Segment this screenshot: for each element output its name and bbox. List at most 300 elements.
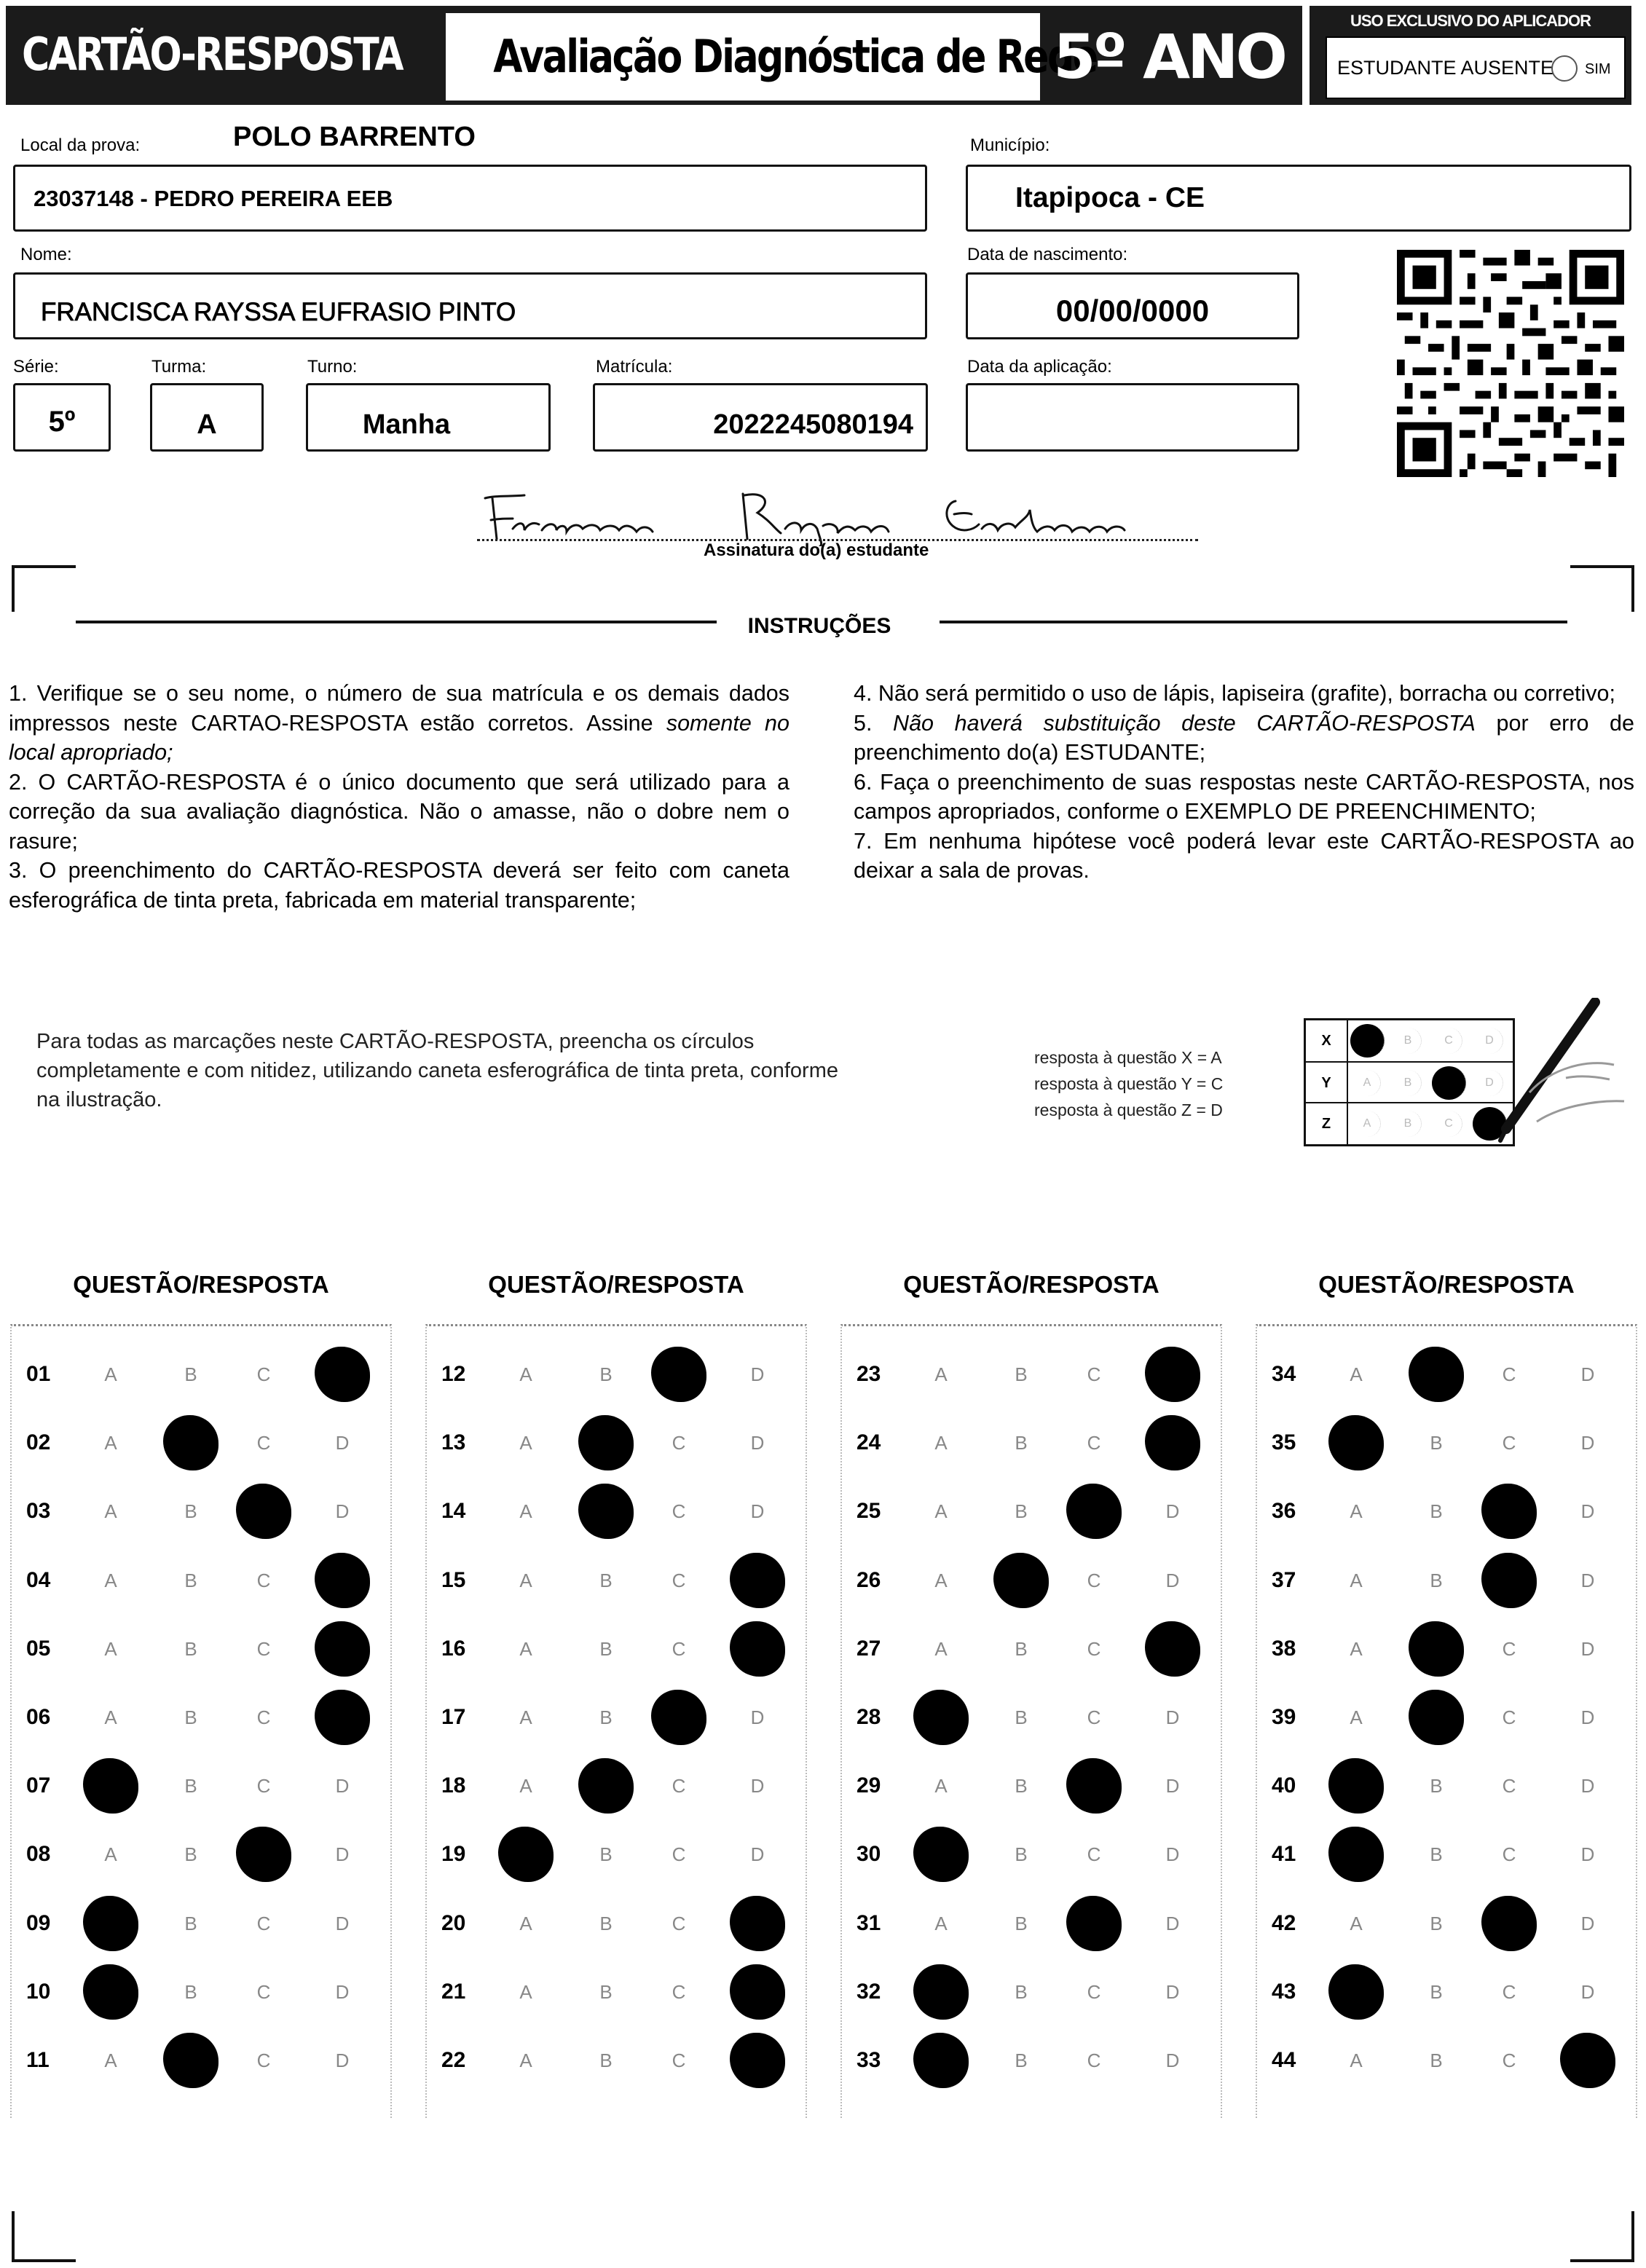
answer-bubble[interactable]: B: [1015, 1843, 1028, 1866]
answer-bubble[interactable]: C: [256, 2050, 271, 2071]
example-bubble-filled: C: [1432, 1066, 1466, 1100]
answer-row: [846, 1820, 1216, 1889]
answer-bubble-filled[interactable]: C: [1481, 1484, 1537, 1539]
local-label: Local da prova:: [20, 135, 141, 155]
answer-bubble[interactable]: D: [335, 1500, 350, 1523]
answer-bubble[interactable]: D: [1580, 1569, 1595, 1591]
municipio-value: Itapipoca - CE: [1015, 182, 1205, 213]
answer-bubble[interactable]: B: [599, 1363, 613, 1385]
instruction-5-number: 5.: [854, 710, 873, 736]
answer-bubble[interactable]: C: [1087, 1980, 1101, 2003]
legend-line-y: resposta à questão Y = C: [1034, 1074, 1224, 1093]
answer-bubble[interactable]: A: [519, 1980, 532, 2003]
answer-bubble[interactable]: B: [1430, 1980, 1443, 2003]
answer-bubble-filled[interactable]: A: [913, 2033, 969, 2088]
answer-column-heading: QUESTÃO/RESPOSTA: [73, 1271, 329, 1298]
example-row-label: Z: [1306, 1103, 1348, 1144]
answer-bubble[interactable]: D: [1165, 1569, 1180, 1591]
answer-bubble[interactable]: A: [1350, 2050, 1363, 2071]
answer-bubble[interactable]: B: [599, 1569, 613, 1591]
answer-bubble[interactable]: B: [184, 1775, 197, 1798]
answer-bubble-filled[interactable]: A: [1328, 1415, 1384, 1470]
answer-row: [1261, 1615, 1631, 1683]
answer-bubble-filled[interactable]: D: [730, 1896, 785, 1951]
answer-bubble-filled[interactable]: B: [578, 1758, 634, 1814]
matricula-value: 2022245080194: [713, 409, 913, 440]
answer-bubble-filled[interactable]: C: [651, 1347, 706, 1402]
question-number: 07: [26, 1773, 51, 1798]
answer-row: [431, 1752, 801, 1820]
answer-bubble[interactable]: D: [1580, 1500, 1595, 1523]
question-number: 18: [441, 1773, 466, 1798]
answer-bubble-filled[interactable]: A: [498, 1827, 554, 1882]
answer-bubble[interactable]: C: [1087, 2050, 1101, 2071]
question-number: 37: [1272, 1567, 1296, 1592]
answer-bubble[interactable]: D: [750, 1775, 765, 1798]
question-number: 17: [441, 1705, 466, 1729]
instructions-rule-right: [940, 621, 1567, 623]
answer-bubble-filled[interactable]: C: [1481, 1896, 1537, 1951]
instruction-6: 6. Faça o preenchimento de suas respostas neste CARTÃO-RESPOSTA, nos campos apropriados, conforme o EXEMPLO DE PREENCHIMENTO;: [854, 769, 1634, 824]
instruction-5-emphasis: Não haverá substituição deste CARTÃO-RESPOSTA: [893, 710, 1476, 736]
frame-corner-tr: [1570, 565, 1634, 612]
signature-caption: Assinatura do(a) estudante: [704, 540, 929, 560]
answer-bubble[interactable]: D: [1165, 1912, 1180, 1934]
answer-bubble-filled[interactable]: C: [651, 1690, 706, 1745]
instructions-title: INSTRUÇÕES: [747, 614, 891, 638]
answer-bubble[interactable]: C: [672, 1843, 686, 1866]
answer-bubble[interactable]: B: [1430, 1432, 1443, 1454]
answer-row: [16, 1889, 386, 1958]
answer-bubble-filled[interactable]: D: [1145, 1621, 1200, 1677]
student-signature: [481, 488, 1180, 546]
answer-bubble-filled[interactable]: C: [1481, 1553, 1537, 1608]
answer-bubble[interactable]: B: [599, 2050, 613, 2071]
answer-bubble[interactable]: B: [1015, 1363, 1028, 1385]
answer-bubble[interactable]: C: [1087, 1637, 1101, 1660]
answer-bubble-filled[interactable]: C: [236, 1827, 291, 1882]
answer-bubble[interactable]: D: [750, 1706, 765, 1728]
answer-bubble[interactable]: A: [934, 1432, 948, 1454]
answer-bubble[interactable]: A: [104, 1432, 117, 1454]
answer-bubble[interactable]: A: [104, 1363, 117, 1385]
answer-row: [1261, 1820, 1631, 1889]
answer-bubble[interactable]: A: [519, 1912, 532, 1934]
sheet-title: CARTÃO-RESPOSTA: [22, 28, 403, 81]
answer-bubble-filled[interactable]: B: [1409, 1347, 1464, 1402]
answer-bubble[interactable]: A: [519, 2050, 532, 2071]
answer-bubble-filled[interactable]: B: [578, 1484, 634, 1539]
answer-bubble[interactable]: C: [1502, 1706, 1516, 1728]
answer-bubble[interactable]: D: [1580, 1912, 1595, 1934]
answer-row: [1261, 1409, 1631, 1477]
answer-bubble-filled[interactable]: C: [1066, 1758, 1122, 1814]
answer-bubble[interactable]: B: [184, 1500, 197, 1523]
answer-bubble-filled[interactable]: A: [1328, 1827, 1384, 1882]
answer-row: [846, 1546, 1216, 1615]
answer-bubble[interactable]: C: [672, 1500, 686, 1523]
question-number: 25: [857, 1499, 881, 1524]
answer-bubble[interactable]: B: [184, 1706, 197, 1728]
question-number: 24: [857, 1430, 881, 1455]
answer-bubble[interactable]: A: [519, 1706, 532, 1728]
answer-bubble[interactable]: B: [599, 1637, 613, 1660]
answer-bubble[interactable]: B: [1430, 1912, 1443, 1934]
example-bubble: D: [1476, 1028, 1503, 1054]
answer-bubble-filled[interactable]: D: [1145, 1415, 1200, 1470]
answer-bubble[interactable]: D: [335, 1980, 350, 2003]
answer-row: [431, 2026, 801, 2095]
answer-bubble[interactable]: B: [1015, 1912, 1028, 1934]
answer-row: [16, 1546, 386, 1615]
answer-bubble[interactable]: D: [1165, 1980, 1180, 2003]
answer-bubble[interactable]: A: [519, 1363, 532, 1385]
example-bubble-filled: A: [1350, 1024, 1385, 1058]
example-row: [1306, 1061, 1513, 1103]
instruction-1-emphasis: somente no local apropriado;: [9, 710, 789, 765]
answer-bubble[interactable]: B: [1015, 1500, 1028, 1523]
answer-bubble[interactable]: A: [104, 1569, 117, 1591]
answer-bubble-filled[interactable]: B: [993, 1553, 1049, 1608]
answer-bubble-filled[interactable]: B: [1409, 1690, 1464, 1745]
answer-bubble[interactable]: A: [1350, 1706, 1363, 1728]
answer-bubble[interactable]: D: [750, 1363, 765, 1385]
answer-bubble[interactable]: B: [1430, 1843, 1443, 1866]
answer-bubble[interactable]: A: [104, 2050, 117, 2071]
school-value: 23037148 - PEDRO PEREIRA EEB: [34, 186, 393, 211]
answer-row: [431, 1683, 801, 1752]
answer-row: [1261, 1889, 1631, 1958]
example-bubble: A: [1354, 1111, 1381, 1137]
legend-line-x: resposta à questão X = A: [1034, 1048, 1222, 1067]
question-number: 36: [1272, 1499, 1296, 1524]
answer-bubble[interactable]: C: [256, 1432, 271, 1454]
answer-bubble[interactable]: C: [1087, 1432, 1101, 1454]
answer-bubble[interactable]: C: [672, 1980, 686, 2003]
answer-row: [16, 1477, 386, 1546]
answer-bubble[interactable]: C: [672, 1775, 686, 1798]
answer-bubble[interactable]: C: [672, 1569, 686, 1591]
answer-bubble-filled[interactable]: C: [1066, 1896, 1122, 1951]
grade-year: 5º ANO: [1053, 21, 1285, 92]
answer-bubble[interactable]: C: [256, 1637, 271, 1660]
answer-bubble[interactable]: A: [1350, 1912, 1363, 1934]
answer-bubble-filled[interactable]: D: [315, 1347, 370, 1402]
answer-bubble[interactable]: B: [599, 1706, 613, 1728]
question-number: 31: [857, 1910, 881, 1935]
municipio-label: Município:: [970, 135, 1050, 155]
example-row: [1306, 1020, 1513, 1061]
answer-bubble[interactable]: B: [599, 1980, 613, 2003]
answer-bubble[interactable]: D: [1165, 1843, 1180, 1866]
answer-bubble[interactable]: B: [184, 1363, 197, 1385]
question-number: 04: [26, 1567, 51, 1592]
answer-bubble[interactable]: C: [256, 1775, 271, 1798]
question-number: 43: [1272, 1979, 1296, 2004]
answer-bubble[interactable]: D: [750, 1500, 765, 1523]
answer-column-heading: QUESTÃO/RESPOSTA: [488, 1271, 744, 1298]
answer-bubble[interactable]: D: [1580, 1432, 1595, 1454]
answer-bubble[interactable]: C: [672, 1637, 686, 1660]
answer-bubble[interactable]: B: [184, 1980, 197, 2003]
answer-bubble[interactable]: B: [184, 1637, 197, 1660]
answer-bubble-filled[interactable]: B: [578, 1415, 634, 1470]
answer-bubble[interactable]: C: [672, 1432, 686, 1454]
answer-bubble-filled[interactable]: A: [913, 1964, 969, 2020]
example-bubble: D: [1476, 1070, 1503, 1096]
answer-bubble-filled[interactable]: B: [163, 2033, 218, 2088]
answer-bubble[interactable]: D: [1165, 2050, 1180, 2071]
answer-bubble[interactable]: C: [256, 1706, 271, 1728]
answer-row: [846, 2026, 1216, 2095]
answer-bubble[interactable]: A: [104, 1637, 117, 1660]
answer-bubble[interactable]: A: [519, 1569, 532, 1591]
answer-bubble-filled[interactable]: A: [83, 1896, 138, 1951]
answer-row: [431, 1409, 801, 1477]
answer-bubble[interactable]: B: [184, 1569, 197, 1591]
local-value: POLO BARRENTO: [233, 122, 476, 152]
question-number: 20: [441, 1910, 466, 1935]
question-number: 09: [26, 1910, 51, 1935]
absent-sim-label: SIM: [1585, 61, 1611, 77]
answer-bubble-filled[interactable]: D: [730, 1964, 785, 2020]
example-bubble-filled: D: [1473, 1107, 1507, 1141]
answer-row: [16, 1752, 386, 1820]
answer-row: [846, 1340, 1216, 1409]
answer-bubble-filled[interactable]: D: [1560, 2033, 1615, 2088]
answer-bubble[interactable]: B: [1015, 1775, 1028, 1798]
question-number: 35: [1272, 1430, 1296, 1455]
answer-bubble[interactable]: C: [1502, 1432, 1516, 1454]
answer-bubble[interactable]: A: [934, 1569, 948, 1591]
answer-column-heading: QUESTÃO/RESPOSTA: [1318, 1271, 1575, 1298]
answer-bubble[interactable]: C: [1502, 1843, 1516, 1866]
answer-bubble[interactable]: A: [104, 1500, 117, 1523]
question-number: 14: [441, 1499, 466, 1524]
example-bubble: B: [1395, 1070, 1422, 1096]
answer-bubble-filled[interactable]: A: [913, 1827, 969, 1882]
answer-bubble[interactable]: D: [1165, 1775, 1180, 1798]
instruction-4: 4. Não será permitido o uso de lápis, lapiseira (grafite), borracha ou corretivo;: [854, 681, 1615, 706]
instruction-2: 2. O CARTÃO-RESPOSTA é o único documento que será utilizado para a correção da sua avaliação diagnóstica. Não o amasse, não o dobre nem o rasure;: [9, 769, 789, 854]
answer-bubble[interactable]: D: [1580, 1363, 1595, 1385]
frame-corner-bl: [12, 2211, 76, 2262]
answer-bubble[interactable]: B: [1015, 1637, 1028, 1660]
question-number: 42: [1272, 1910, 1296, 1935]
applicator-label: USO EXCLUSIVO DO APLICADOR: [1350, 12, 1591, 30]
answer-bubble[interactable]: A: [934, 1912, 948, 1934]
answer-row: [16, 1409, 386, 1477]
answer-bubble[interactable]: A: [934, 1363, 948, 1385]
example-row: [1306, 1102, 1513, 1144]
aplicacao-label: Data da aplicação:: [967, 357, 1112, 377]
question-number: 40: [1272, 1773, 1296, 1798]
question-number: 27: [857, 1636, 881, 1661]
answer-bubble[interactable]: C: [1502, 1637, 1516, 1660]
answer-bubble-filled[interactable]: D: [315, 1690, 370, 1745]
fill-example-legend: [1034, 1044, 1223, 1123]
answer-bubble[interactable]: A: [1350, 1500, 1363, 1523]
pen-illustration-icon: [1486, 998, 1631, 1158]
answer-bubble[interactable]: B: [1430, 2050, 1443, 2071]
answer-bubble[interactable]: B: [184, 1843, 197, 1866]
answer-bubble[interactable]: A: [519, 1500, 532, 1523]
answer-bubble-filled[interactable]: A: [1328, 1964, 1384, 2020]
answer-bubble[interactable]: A: [519, 1775, 532, 1798]
answer-bubble[interactable]: C: [1087, 1363, 1101, 1385]
aplicacao-field: [966, 383, 1299, 452]
answer-bubble-filled[interactable]: C: [1066, 1484, 1122, 1539]
answer-bubble[interactable]: A: [934, 1500, 948, 1523]
answer-bubble[interactable]: D: [335, 1432, 350, 1454]
answer-bubble-filled[interactable]: A: [83, 1758, 138, 1814]
answer-bubble[interactable]: D: [750, 1843, 765, 1866]
answer-bubble[interactable]: C: [1502, 1775, 1516, 1798]
example-bubble: C: [1436, 1028, 1462, 1054]
answer-bubble-filled[interactable]: D: [315, 1553, 370, 1608]
answer-row: [431, 1958, 801, 2026]
answer-bubble[interactable]: A: [104, 1843, 117, 1866]
answer-bubble-filled[interactable]: D: [730, 1553, 785, 1608]
answer-bubble-filled[interactable]: D: [315, 1621, 370, 1677]
answer-bubble[interactable]: A: [934, 1637, 948, 1660]
question-number: 13: [441, 1430, 466, 1455]
answer-bubble[interactable]: C: [1087, 1843, 1101, 1866]
answer-bubble[interactable]: C: [1087, 1706, 1101, 1728]
answer-row: [431, 1340, 801, 1409]
answer-bubble[interactable]: B: [1430, 1775, 1443, 1798]
nascimento-label: Data de nascimento:: [967, 245, 1128, 264]
question-number: 32: [857, 1979, 881, 2004]
question-number: 44: [1272, 2048, 1296, 2072]
question-number: 34: [1272, 1362, 1296, 1386]
answer-bubble[interactable]: B: [1430, 1569, 1443, 1591]
answer-bubble[interactable]: C: [256, 1569, 271, 1591]
answer-row: [16, 1958, 386, 2026]
answer-bubble[interactable]: A: [934, 1775, 948, 1798]
answer-bubble[interactable]: A: [519, 1637, 532, 1660]
question-number: 16: [441, 1636, 466, 1661]
question-number: 23: [857, 1362, 881, 1386]
answer-bubble[interactable]: C: [1502, 2050, 1516, 2071]
question-number: 15: [441, 1567, 466, 1592]
answer-bubble[interactable]: B: [599, 1912, 613, 1934]
answer-bubble[interactable]: D: [750, 1432, 765, 1454]
example-bubble: A: [1354, 1070, 1381, 1096]
answer-bubble[interactable]: D: [1580, 1980, 1595, 2003]
answer-bubble[interactable]: D: [335, 1912, 350, 1934]
answer-bubble[interactable]: B: [1015, 2050, 1028, 2071]
answer-bubble-filled[interactable]: A: [913, 1690, 969, 1745]
answer-bubble[interactable]: D: [335, 2050, 350, 2071]
answer-bubble-filled[interactable]: D: [1145, 1347, 1200, 1402]
answer-bubble[interactable]: C: [256, 1363, 271, 1385]
example-bubble: B: [1395, 1028, 1422, 1054]
turno-label: Turno:: [307, 357, 358, 377]
question-number: 26: [857, 1567, 881, 1592]
answer-bubble[interactable]: B: [184, 1912, 197, 1934]
absent-bubble[interactable]: [1551, 55, 1578, 82]
turma-label: Turma:: [151, 357, 207, 377]
answer-bubble[interactable]: C: [1502, 1363, 1516, 1385]
answer-row: [846, 1752, 1216, 1820]
answer-bubble[interactable]: B: [1015, 1980, 1028, 2003]
answer-bubble[interactable]: D: [1580, 1637, 1595, 1660]
answer-bubble[interactable]: A: [1350, 1637, 1363, 1660]
question-number: 30: [857, 1842, 881, 1867]
question-number: 02: [26, 1430, 51, 1455]
answer-bubble[interactable]: C: [1087, 1569, 1101, 1591]
answer-bubble[interactable]: A: [1350, 1363, 1363, 1385]
answer-bubble[interactable]: D: [1165, 1706, 1180, 1728]
answer-bubble[interactable]: A: [1350, 1569, 1363, 1591]
answer-row: [1261, 1683, 1631, 1752]
question-number: 11: [26, 2048, 50, 2072]
answer-bubble[interactable]: D: [1165, 1500, 1180, 1523]
answer-bubble[interactable]: B: [1015, 1706, 1028, 1728]
answer-row: [431, 1889, 801, 1958]
answer-bubble[interactable]: B: [1430, 1500, 1443, 1523]
answer-bubble[interactable]: D: [335, 1843, 350, 1866]
answer-bubble[interactable]: B: [599, 1843, 613, 1866]
answer-row: [16, 2026, 386, 2095]
answer-bubble[interactable]: D: [1580, 1775, 1595, 1798]
answer-bubble-filled[interactable]: D: [730, 1621, 785, 1677]
answer-bubble-filled[interactable]: B: [1409, 1621, 1464, 1677]
question-number: 19: [441, 1842, 466, 1867]
answer-bubble-filled[interactable]: D: [730, 2033, 785, 2088]
answer-bubble[interactable]: C: [256, 1912, 271, 1934]
question-number: 41: [1272, 1842, 1296, 1867]
answer-bubble[interactable]: C: [256, 1980, 271, 2003]
answer-bubble[interactable]: C: [672, 1912, 686, 1934]
example-row-label: X: [1306, 1020, 1348, 1061]
answer-row: [846, 1477, 1216, 1546]
answer-bubble[interactable]: C: [672, 2050, 686, 2071]
answer-bubble[interactable]: D: [1580, 1843, 1595, 1866]
answer-bubble[interactable]: B: [1015, 1432, 1028, 1454]
instruction-1: 1. Verifique se o seu nome, o número de sua matrícula e os demais dados impressos neste CARTAO-RESPOSTA estão corretos. Assine: [9, 681, 789, 736]
answer-bubble-filled[interactable]: C: [236, 1484, 291, 1539]
answer-row: [1261, 1958, 1631, 2026]
answer-bubble[interactable]: D: [1580, 1706, 1595, 1728]
question-number: 05: [26, 1636, 51, 1661]
instruction-7: 7. Em nenhuma hipótese você poderá levar este CARTÃO-RESPOSTA ao deixar a sala de provas.: [854, 828, 1634, 883]
question-number: 28: [857, 1705, 881, 1729]
turno-value: Manha: [362, 409, 451, 440]
turma-value: A: [197, 409, 217, 440]
answer-bubble[interactable]: A: [519, 1432, 532, 1454]
answer-bubble[interactable]: D: [335, 1775, 350, 1798]
answer-bubble-filled[interactable]: B: [163, 1415, 218, 1470]
question-number: 01: [26, 1362, 51, 1386]
frame-corner-br: [1570, 2211, 1634, 2262]
answer-bubble-filled[interactable]: A: [83, 1964, 138, 2020]
legend-line-z: resposta à questão Z = D: [1034, 1100, 1223, 1119]
answer-bubble[interactable]: C: [1502, 1980, 1516, 2003]
serie-label: Série:: [13, 357, 59, 377]
fill-example-grid: [1304, 1018, 1515, 1146]
frame-corner-tl: [12, 565, 76, 612]
instruction-5: por erro de preenchimento do(a) ESTUDANTE;: [854, 710, 1634, 765]
nome-label: Nome:: [20, 245, 72, 264]
answer-row: [846, 1889, 1216, 1958]
answer-row: [1261, 1752, 1631, 1820]
answer-bubble[interactable]: A: [104, 1706, 117, 1728]
matricula-label: Matrícula:: [596, 357, 673, 377]
question-number: 08: [26, 1842, 51, 1867]
answer-bubble-filled[interactable]: A: [1328, 1758, 1384, 1814]
